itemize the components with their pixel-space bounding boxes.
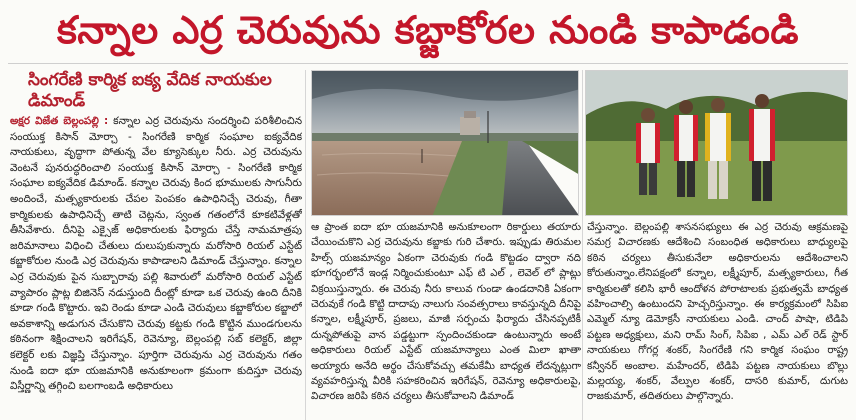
headline: కన్నాల ఎర్ర చెరువును కబ్జాకోరల నుండి కాపాడండి [57,7,799,52]
article-column-1 [10,114,302,420]
photo-leaders-group [585,70,848,216]
lake-road-photo-illustration [312,71,579,216]
dateline: అక్షర విజేత బెల్లంపల్లి : [10,115,109,127]
leaders-group-photo-illustration [586,71,848,216]
subheadline: సింగరేణి కార్మిక ఐక్య వేదిక నాయకుల డిమాండ్ [28,70,272,111]
photo-flooded-lake [311,70,579,216]
column-divider [582,70,583,420]
column-divider [305,70,306,420]
headline-bar [8,6,848,64]
article-column-3: చేస్తున్నాం. బెల్లంపల్లి శాసనసభ్యులు ఈ ఎర్ర చెరువు ఆక్రమణపై సమగ్ర విచారణకు ఆదేశించి సంబంధిత అధికారులు బాధ్యులపై కఠిన చర్యలు తీసుకునేలా అధికారులను ఆదేశించాలని కోరుతున్నాం.లేనిపక్షంలో కన్నాల, లక్ష్మీపూర్, మత్స్యకారులు, గీత కార్మికులతో కలిసి భారీ ఆందోళన పోరాటాలకు ప్రభుత్వమే బాధ్యత వహించాల్సి ఉంటుందని హెచ్చరిస్తున్నాం. ఈ కార్యక్రమంలో సిపిఐ ఎమ్మెల్ న్యూ డెమోక్రసీ నాయకులు ఎండి. చాంద్ పాషా, టిడిపి పట్టణ అధ్యక్షులు, మని రామ్ సింగ్, సిపిఐ , ఎమ్ ఎల్ రెడ్ స్టార్ నాయకులు గోగర్ల శంకర్, సింగరేణి గని కార్మిక సంఘం రాష్ట్ర కన్వీనర్ అంబాల. మహేందర్, టిడిపి పట్టణ నాయకులు బొల్లు మల్లయ్య, శంకర్, వేల్పుల శంకర్, దాసరి కుమార్, దుగుట రాజకుమార్, తదితరులు పాల్గొన్నారు. [587,222,848,403]
article-column-2: ఆ ప్రాంత ఐదా భూ యజమానికి అనుకూలంగా రికార్డులు తయారు చేయించుకొని ఎర్ర చెరువును కబ్జాకు గురి చేశారు. ఇప్పుడు తిరుమల హిల్స్ యజమాన్యం ఏకంగా చెరువుకు గండి కొట్టడం ద్వారా నది భూగర్భంలోనే ఇండ్ల నిర్మించుకుంటూ ఎఫ్ టి ఎల్ , లెవెల్ లో ప్లాట్లు విక్రయిస్తున్నారు. ఈ చెరువు నీరు కాలువ గుండా ఉండదానికి ఏకంగా చెరువుకే గండి కొట్టి దాదాపు నాలుగు సంవత్సరాలు కావస్తున్నది దీనిపై కన్నాల, లక్ష్మీపూర్, ప్రజలు, మాజీ సర్పంచు ఫిర్యాదు చేసినప్పటికీ దున్నపోతుపై వాన పడ్డట్టుగా స్పందించకుండా ఉంటున్నారు అంటే అధికారులు రియల్ ఎస్టేట్ యజమాన్యాలు ఎంత మిలా ఖాతా అయ్యారు అనేది అర్థం చేసుకోవచ్చు తమకేమీ బాధ్యత లేదన్నట్లుగా వ్యవహరిస్తున్న వీరికి సహకరించిన ఇరిగేషన్, రెవెన్యూ అధికారులపై, విచారణ జరిపి కఠిన చర్యలు తీసుకోవాలని డిమాండ్ [311,222,581,403]
column-1-text: కన్నాల ఎర్ర చెరువును సందర్శించి పరిశీలించిన సంయుక్త కిసాన్ మోర్చా - సింగరేణి కార్మిక సంఘాల ఐక్యవేదిక నాయకులు, వృద్ధాగా పోతున్న వేల క్యూసెక్కుల నీరు. ఎర్ర చెరువును వెంటనే పునరుద్ధరించాలి సంయుక్త కిసాన్ మోర్చా - సింగరేణి కార్మిక సంఘాల ఐక్యవేదిక డిమాండ్. కన్నాల చెరువు కింద భూములకు సాగునీరు అందించే, మత్స్యకారులకు చేపల పెంపకం ఉపాధినిచ్చే చెరువు, గీతా కార్మికులకు ఉపాధినిచ్చే తాటి చెట్లను, స్వంత గతంలోనే కూకటివేళ్లతో తీసివేశారు. దీనిపై ఎక్సైజ్ అధికారులకు ఫిర్యాదు చేస్తే నామమాత్రపు జరిమానాలు విధించి చేతులు దులుపుకున్నారు మరోసారి రియల్ ఎస్టేట్ కబ్జాకోరుల నుండి ఎర్ర చెరువును కాపాడాలని డిమాండ్ చేస్తున్నాం. కన్నాల ఎర్ర చెరువుకు పైన సుబ్బారావు పల్లి శివారులో మరోసారి రియల్ ఎస్టేట్ వ్యాపారం ప్లాట్ల బిజినెస్ నడుస్తుంది దీంట్లో కూడా ఒక చెరువు ఉంది దీనికి కూడా గండి కొట్టారు. ఇవి రెండు కూడా ఎండి చెరువులు కబ్జాకోరుల కబ్జాలో అవకాశాన్ని అడుగున చేసుకొని చెరువు కట్టకు గండి కొట్టిన ముండగులను కఠినంగా శిక్షించాలని ఇరిగేషన్, రెవెన్యూ, బెల్లంపల్లి సబ్ కలెక్టర్, జిల్లా కలెక్టర్ లకు విజ్ఞప్తి చేస్తున్నాం. పూర్తిగా చెరువును ఎర్ర చెరువును గతం నుండి ఐదా భూ యజమానికి అనుకూలంగా క్రమంగా కుదిస్తూ చెరువు విస్తీర్ణాన్ని తగ్గించి బలగాంబడి అధికారులు [10,115,302,393]
